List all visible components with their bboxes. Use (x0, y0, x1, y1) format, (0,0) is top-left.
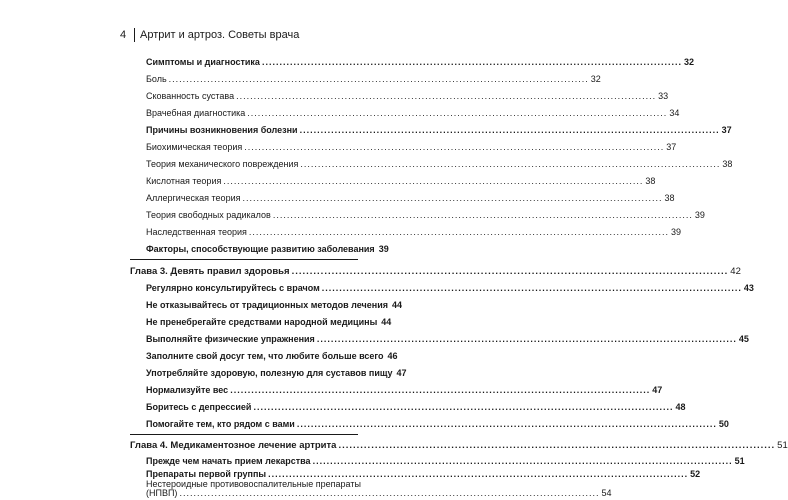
toc-entry-page: 48 (675, 402, 686, 412)
toc-entry-title: Регулярно консультируйтесь с врачом (146, 283, 320, 293)
toc-entry[interactable] (146, 419, 729, 430)
toc-entry-title: Факторы, способствующие развитию заболевания (146, 244, 375, 254)
toc-leader: ........................................................................................................................ (291, 266, 729, 277)
toc-entry-page: 32 (590, 74, 601, 84)
toc-chapter[interactable] (130, 440, 788, 451)
toc-entry-page: 44 (392, 300, 403, 310)
toc-entry[interactable] (146, 317, 392, 328)
toc-entry-title: Нормализуйте вес (146, 385, 229, 395)
toc-entry-page: 54 (601, 488, 612, 498)
toc-entry-title: Выполняйте физические упражнения (146, 334, 315, 344)
toc-entry-page: 47 (396, 368, 407, 378)
toc-entry-title: Кислотная теория (146, 176, 222, 186)
toc-entry[interactable] (146, 193, 675, 204)
toc-entry-title: Аллергическая теория (146, 193, 241, 203)
toc-leader: ........................................................................................................................ (268, 469, 689, 479)
toc-leader: ........................................................................................................................ (179, 488, 600, 498)
toc-entry-page: 45 (738, 334, 749, 344)
toc-entry-title: Не пренебрегайте средствами народной медицины (146, 317, 378, 327)
toc-leader: ........................................................................................................................ (244, 142, 665, 152)
toc-leader: ........................................................................................................................ (223, 176, 644, 186)
toc-entry-page: 47 (652, 385, 663, 395)
running-title: Артрит и артроз. Советы врача (140, 29, 300, 41)
toc-entry-title: Теория механического повреждения (146, 159, 299, 169)
toc-leader: ........................................................................................................................ (299, 125, 720, 135)
toc-entry-page: 51 (734, 456, 745, 466)
toc-entry[interactable] (146, 142, 677, 153)
toc-entry[interactable] (146, 385, 663, 396)
toc-leader: ........................................................................................................................ (247, 108, 668, 118)
toc-entry[interactable] (146, 176, 656, 187)
toc-entry-title: Скованность сустава (146, 91, 235, 101)
toc-entry[interactable] (146, 57, 695, 68)
toc-entry-title: Употребляйте здоровую, полезную для суставов пищу (146, 368, 393, 378)
toc-entry-page: 38 (722, 159, 733, 169)
toc-entry[interactable] (146, 227, 681, 238)
toc-leader: ........................................................................................................................ (296, 419, 717, 429)
toc-entry-title: (НПВП) (146, 488, 178, 498)
toc-leader: ........................................................................................................................ (253, 402, 674, 412)
toc-entry[interactable] (146, 351, 398, 362)
toc-leader: ........................................................................................................................ (321, 283, 742, 293)
toc-leader: ........................................................................................................................ (168, 74, 589, 84)
toc-entry-title: Врачебная диагностика (146, 108, 246, 118)
toc-entry-title: Прежде чем начать прием лекарства (146, 456, 311, 466)
toc-entry-page: 52 (690, 469, 701, 479)
toc-entry-page: 39 (378, 244, 389, 254)
toc-entry-page: 50 (718, 419, 729, 429)
toc-leader: ........................................................................................................................ (261, 57, 683, 67)
toc-entry[interactable] (146, 74, 601, 85)
toc-entry-title: Теория свободных радикалов (146, 210, 271, 220)
toc-entry-title: Помогайте тем, кто рядом с вами (146, 419, 295, 429)
chapter-divider (130, 434, 358, 435)
toc-leader: ........................................................................................................................ (272, 210, 693, 220)
toc-entry-page: 39 (694, 210, 705, 220)
toc-entry[interactable] (146, 402, 686, 413)
toc-entry-page: 39 (670, 227, 681, 237)
toc-entry[interactable] (146, 108, 680, 119)
toc-entry-page: 37 (666, 142, 677, 152)
toc-leader: ........................................................................................................................ (316, 334, 737, 344)
toc-entry[interactable] (146, 210, 705, 221)
toc-chapter-title: Глава 4. Медикаментозное лечение артрита (130, 440, 337, 451)
toc-leader: ........................................................................................................................ (230, 385, 651, 395)
toc-entry-title: Причины возникновения болезни (146, 125, 298, 135)
toc-entry[interactable] (146, 456, 745, 467)
toc-leader: ........................................................................................................................ (300, 159, 721, 169)
toc-leader: ........................................................................................................................ (236, 91, 657, 101)
toc-entry-title: Препараты первой группы (146, 469, 267, 479)
toc-entry-title: Симптомы и диагностика (146, 57, 260, 67)
page-number: 4 (120, 29, 127, 41)
toc-entry-page: 37 (721, 125, 732, 135)
toc-entry-title: Не отказывайтесь от традиционных методов лечения (146, 300, 389, 310)
toc-entry[interactable] (146, 125, 732, 136)
toc-leader: ........................................................................................................................ (312, 456, 733, 466)
toc-entry-page: 34 (669, 108, 680, 118)
toc-leader: ........................................................................................................................ (242, 193, 663, 203)
toc-leader: ........................................................................................................................ (248, 227, 669, 237)
toc-entry-title: Биохимическая теория (146, 142, 243, 152)
toc-entry-title: Боритесь с депрессией (146, 402, 252, 412)
toc-entry-page: 42 (730, 266, 741, 277)
toc-entry[interactable] (146, 334, 749, 345)
toc-entry[interactable] (146, 244, 389, 255)
toc-entry-page: 51 (777, 440, 788, 451)
toc-entry-page: 38 (645, 176, 656, 186)
toc-entry[interactable] (146, 488, 612, 499)
toc-entry[interactable] (146, 283, 754, 294)
chapter-divider (130, 259, 358, 260)
toc-chapter-title: Глава 3. Девять правил здоровья (130, 266, 290, 277)
toc-entry[interactable] (146, 368, 407, 379)
toc-entry[interactable] (146, 159, 733, 170)
toc-entry[interactable] (146, 91, 669, 102)
toc-entry-title[interactable]: Нестероидные противовоспалительные препараты (146, 479, 361, 489)
toc-entry-title: Заполните свой досуг тем, что любите больше всего (146, 351, 384, 361)
toc-leader: ........................................................................................................................ (338, 440, 776, 451)
toc-chapter[interactable] (130, 266, 741, 277)
toc-entry-page: 43 (743, 283, 754, 293)
toc-entry-page: 32 (684, 57, 695, 67)
toc-entry-page: 38 (664, 193, 675, 203)
toc-entry-page: 46 (387, 351, 398, 361)
toc-entry-page: 44 (381, 317, 392, 327)
toc-entry-title: Боль (146, 74, 167, 84)
toc-entry-page: 33 (658, 91, 669, 101)
toc-entry[interactable] (146, 300, 403, 311)
toc-entry-title: Наследственная теория (146, 227, 247, 237)
